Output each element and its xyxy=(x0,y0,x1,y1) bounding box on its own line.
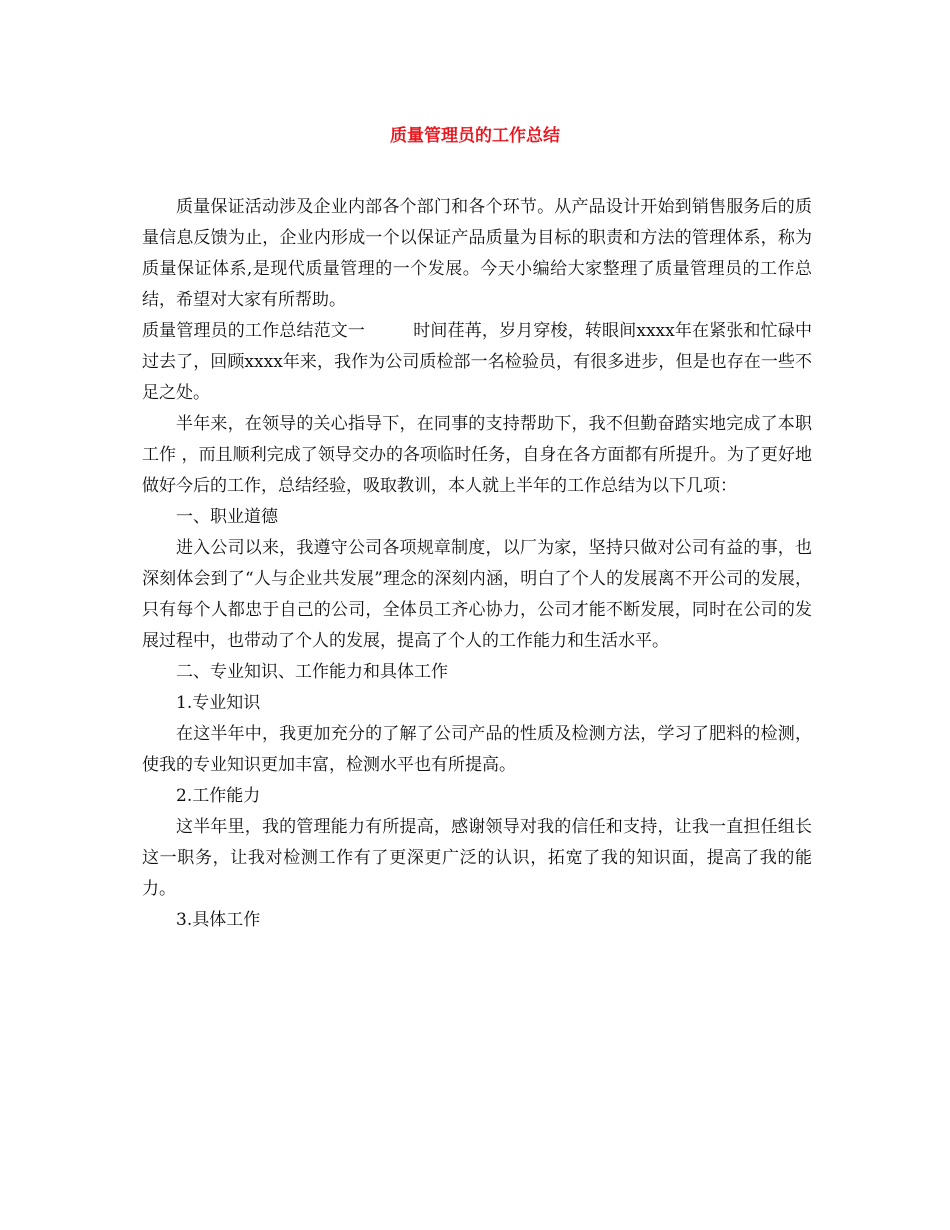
half-year-paragraph: 半年来，在领导的关心指导下，在同事的支持帮助下，我不但勤奋踏实地完成了本职工作 ，而且顺利完成了领导交办的各项临时任务，自身在各方面都有所提升。为了更好地做好今后的工作，总结经验，吸取教训，本人就上半年的工作总结为以下几项： xyxy=(142,414,812,496)
document-title: 质量管理员的工作总结 xyxy=(390,126,560,146)
document-body xyxy=(142,192,812,936)
ethics-paragraph: 进入公司以来，我遵守公司各项规章制度，以厂为家，坚持只做对公司有益的事，也深刻体会到了“人与企业共发展”理念的深刻内涵，明白了个人的发展离不开公司的发展，只有每个人都忠于自己的公司，全体员工齐心协力，公司才能不断发展，同时在公司的发展过程中，也带动了个人的发展，提高了个人的工作能力和生活水平。 xyxy=(142,538,812,651)
knowledge-paragraph: 在这半年中，我更加充分的了解了公司产品的性质及检测方法，学习了肥料的检测，使我的专业知识更加丰富，检测水平也有所提高。 xyxy=(142,724,812,775)
subheading-knowledge: 1.专业知识 xyxy=(176,693,261,713)
intro-paragraph: 质量保证活动涉及企业内部各个部门和各个环节。从产品设计开始到销售服务后的质量信息反馈为止，企业内形成一个以保证产品质量为目标的职责和方法的管理体系，称为质量保证体系,是现代质量管理的一个发展。今天小编给大家整理了质量管理员的工作总结，希望对大家有所帮助。 xyxy=(142,197,812,310)
sample-label: 质量管理员的工作总结范文一 xyxy=(142,321,366,341)
heading-knowledge-ability: 二、专业知识、工作能力和具体工作 xyxy=(176,662,448,682)
ability-paragraph: 这半年里，我的管理能力有所提高，感谢领导对我的信任和支持，让我一直担任组长这一职务，让我对检测工作有了更深更广泛的认识，拓宽了我的知识面，提高了我的能力。 xyxy=(142,817,812,899)
heading-ethics: 一、职业道德 xyxy=(176,507,278,527)
subheading-ability: 2.工作能力 xyxy=(176,786,261,806)
subheading-specific-work: 3.具体工作 xyxy=(176,910,261,930)
sample-paragraph xyxy=(142,316,812,409)
sample-text: 时间荏苒，岁月穿梭，转眼间xxxx年在紧张和忙碌中过去了，回顾xxxx年来，我作为公司质检部一名检验员，有很多进步，但是也存在一些不足之处。 xyxy=(142,321,813,403)
